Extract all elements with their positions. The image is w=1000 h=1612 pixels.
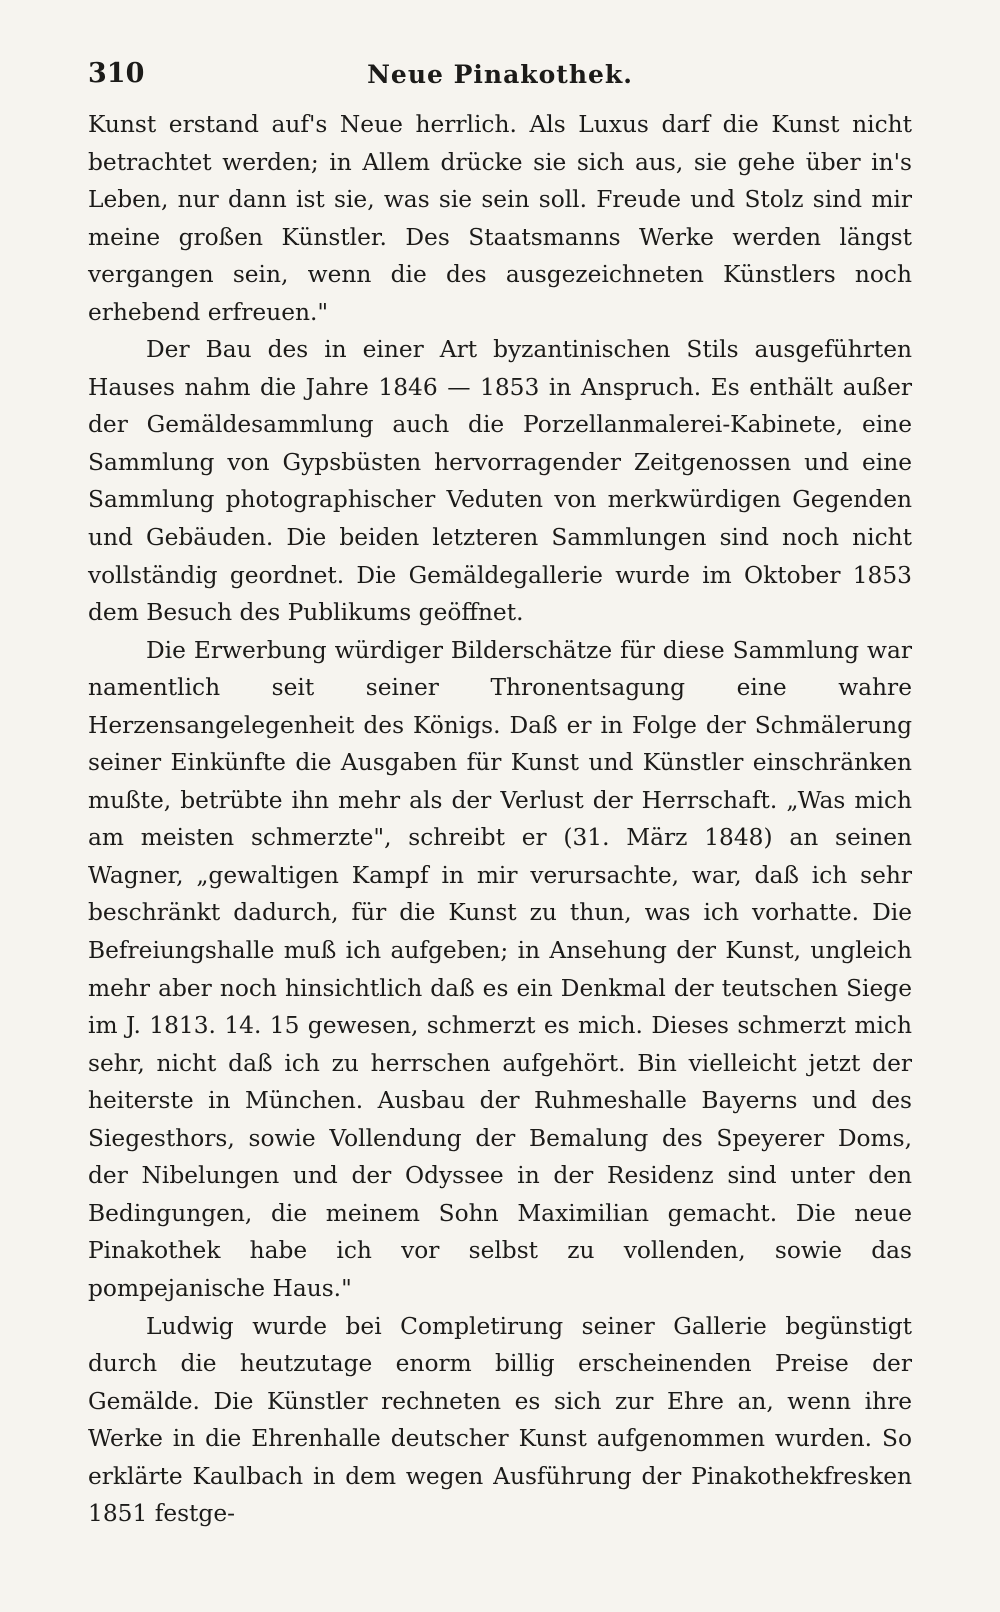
running-title: Neue Pinakothek. <box>367 60 633 89</box>
paragraph-acquisition: Die Erwerbung würdiger Bilderschätze für diese Sammlung war namentlich seit seiner Thronentsagung eine wahre Herzensangelegenheit des Königs. Daß er in Folge der Schmälerung seiner Einkünfte die Ausgaben für Kunst und Künstler einschränken mußte, betrübte ihn mehr als der Verlust der Herrschaft. „Was mich am meisten schmerzte", schreibt er (31. März 1848) an seinen Wagner, „gewaltigen Kampf in mir verursachte, war, daß ich sehr beschränkt dadurch, für die Kunst zu thun, was ich vorhatte. Die Befreiungshalle muß ich aufgeben; in Ansehung der Kunst, ungleich mehr aber noch hinsichtlich daß es ein Denkmal der teutschen Siege im J. 1813. 14. 15 gewesen, schmerzt es mich. Dieses schmerzt mich sehr, nicht daß ich zu herrschen aufgehört. Bin vielleicht jetzt der heiterste in München. Ausbau der Ruhmeshalle Bayerns und des Siegesthors, sowie Vollendung der Bemalung des Speyerer Doms, der Nibelungen und der Odyssee in der Residenz sind unter den Bedingungen, die meinem Sohn Maximilian gemacht. Die neue Pinakothek habe ich vor selbst zu vollenden, sowie das pompejanische Haus." <box>88 636 912 1302</box>
page-number: 310 <box>88 58 145 89</box>
page-header <box>88 48 912 100</box>
paragraph-building: Der Bau des in einer Art byzantinischen Stils ausgeführten Hauses nahm die Jahre 1846 — 1853 in Anspruch. Es enthält außer der Gemäldesammlung auch die Porzellanmalerei-Kabinete, eine Sammlung von Gypsbüsten hervorragender Zeitgenossen und eine Sammlung photographischer Veduten von merkwürdigen Gegenden und Gebäuden. Die beiden letzteren Sammlungen sind noch nicht vollständig geordnet. Die Gemäldegallerie wurde im Oktober 1853 dem Besuch des Publikums geöffnet. <box>88 336 912 627</box>
paragraph-continuation: Kunst erstand auf's Neue herrlich. Als Luxus darf die Kunst nicht betrachtet werden; in Allem drücke sie sich aus, sie gehe über in's Leben, nur dann ist sie, was sie sein soll. Freude und Stolz sind mir meine großen Künstler. Des Staatsmanns Werke werden längst vergangen sein, wenn die des ausgezeichneten Künstlers noch erhebend erfreuen." <box>88 111 912 326</box>
paragraph-prices: Ludwig wurde bei Completirung seiner Gallerie begünstigt durch die heutzutage enorm billig erscheinenden Preise der Gemälde. Die Künstler rechneten es sich zur Ehre an, wenn ihre Werke in die Ehrenhalle deutscher Kunst aufgenommen wurden. So erklärte Kaulbach in dem wegen Ausführung der Pinakothekfresken 1851 festge- <box>88 1312 912 1528</box>
body-text <box>88 106 912 1533</box>
